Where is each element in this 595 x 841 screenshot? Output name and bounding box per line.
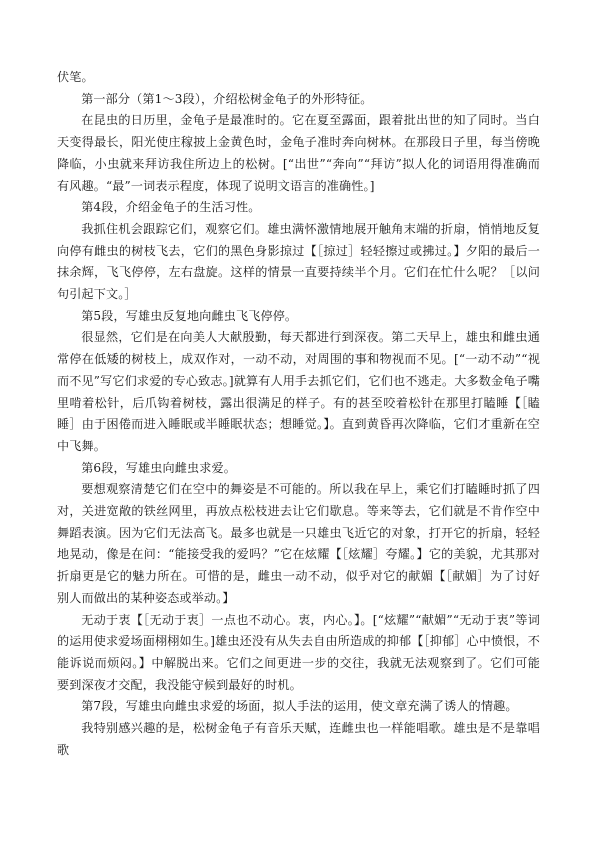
section-heading-paragraph-4: 第4段，介绍金龟子的生活习性。 — [81, 200, 261, 215]
paragraph-dance: 要想观察清楚它们在空中的舞姿是不可能的。所以我在早上，乘它们打瞌睡时抓了四对，关进宽敞的铁丝网里，再放点松枝进去让它们歇息。等来等去，它们就是不肯作空中舞蹈表演。因为它们无法高飞。最多也就是一只雄虫飞近它的对象，打开它的折扇，轻轻地晃动，像是在问：“能接受我的爱吗？”它在炫耀【［炫耀］夸耀。】它的美貌，尤其那对折扇更是它的魅力所在。可惜的是，雌虫一动不动，似乎对它的献媚【［献媚］为了讨好别人而做出的某种姿态或举动。】 — [57, 482, 540, 605]
paragraph-courting: 很显然，它们是在向美人大献殷勤，每天都进行到深夜。第二天早上，雄虫和雌虫通常停在低矮的树枝上，成双作对，一动不动，对周围的事和物视而不见。[“一动不动”“视而不见”写它们求爱的专心致志。]就算有人用手去抓它们，它们也不逃走。大多数金龟子嘴里啃着松针，后爪钩着树枝，露出很满足的样子。有的甚至咬着松针在那里打瞌睡【［瞌睡］由于困倦而进入睡眠或半睡眠状态；想睡觉。】。直到黄昏再次降临，它们才重新在空中飞舞。 — [57, 330, 540, 453]
paragraph-singing: 我特别感兴趣的是，松树金龟子有音乐天赋，连雌虫也一样能唱歌。雄虫是不是靠唱歌 — [57, 721, 540, 757]
paragraph-indifferent: 无动于衷【［无动于衷］一点也不动心。衷，内心。】。[“炫耀”“献媚”“无动于衷”等词的运用使求爱场面栩栩如生。]雄虫还没有从失去自由所造成的抑郁【［抑郁］心中愤恨，不能诉说而烦闷。】中解脱出来。它们之间更进一步的交往，我就无法观察到了。它们可能要到深夜才交配，我没能守候到最好的时机。 — [57, 612, 540, 692]
paragraph-continuation: 伏笔。 — [57, 70, 94, 84]
section-heading-paragraph-5: 第5段，写雄虫反复地向雌虫飞飞停停。 — [81, 308, 298, 323]
section-heading-part-one: 第一部分（第1～3段），介绍松树金龟子的外形特征。 — [81, 91, 373, 106]
paragraph-calendar: 在昆虫的日历里，金龟子是最准时的。它在夏至露面，跟着批出世的知了同时。当白天变得最长，阳光使庄稼披上金黄色时，金龟子准时奔向树林。在那段日子里，每当傍晚降临，小虫就来拜访我住所边上的松树。[“出世”“奔向”“拜访”拟人化的词语用得准确而有风趣。“最”一词表示程度，体现了说明文语言的准确性。] — [57, 113, 540, 193]
section-heading-paragraph-6: 第6段，写雄虫向雌虫求爱。 — [81, 460, 236, 475]
section-heading-paragraph-7: 第7段，写雄虫向雌虫求爱的场面，拟人手法的运用，使文章充满了诱人的情趣。 — [81, 699, 518, 714]
document-body — [57, 67, 540, 762]
paragraph-observing: 我抓住机会跟踪它们，观察它们。雄虫满怀激情地展开触角末端的折扇，悄悄地反复向停有雌虫的树枝飞去，它们的黑色身影掠过【［掠过］轻轻擦过或拂过。】夕阳的最后一抹余辉，飞飞停停，左右盘旋。这样的情景一直要持续半个月。它们在忙什么呢？［以问句引起下文。］ — [57, 221, 540, 302]
